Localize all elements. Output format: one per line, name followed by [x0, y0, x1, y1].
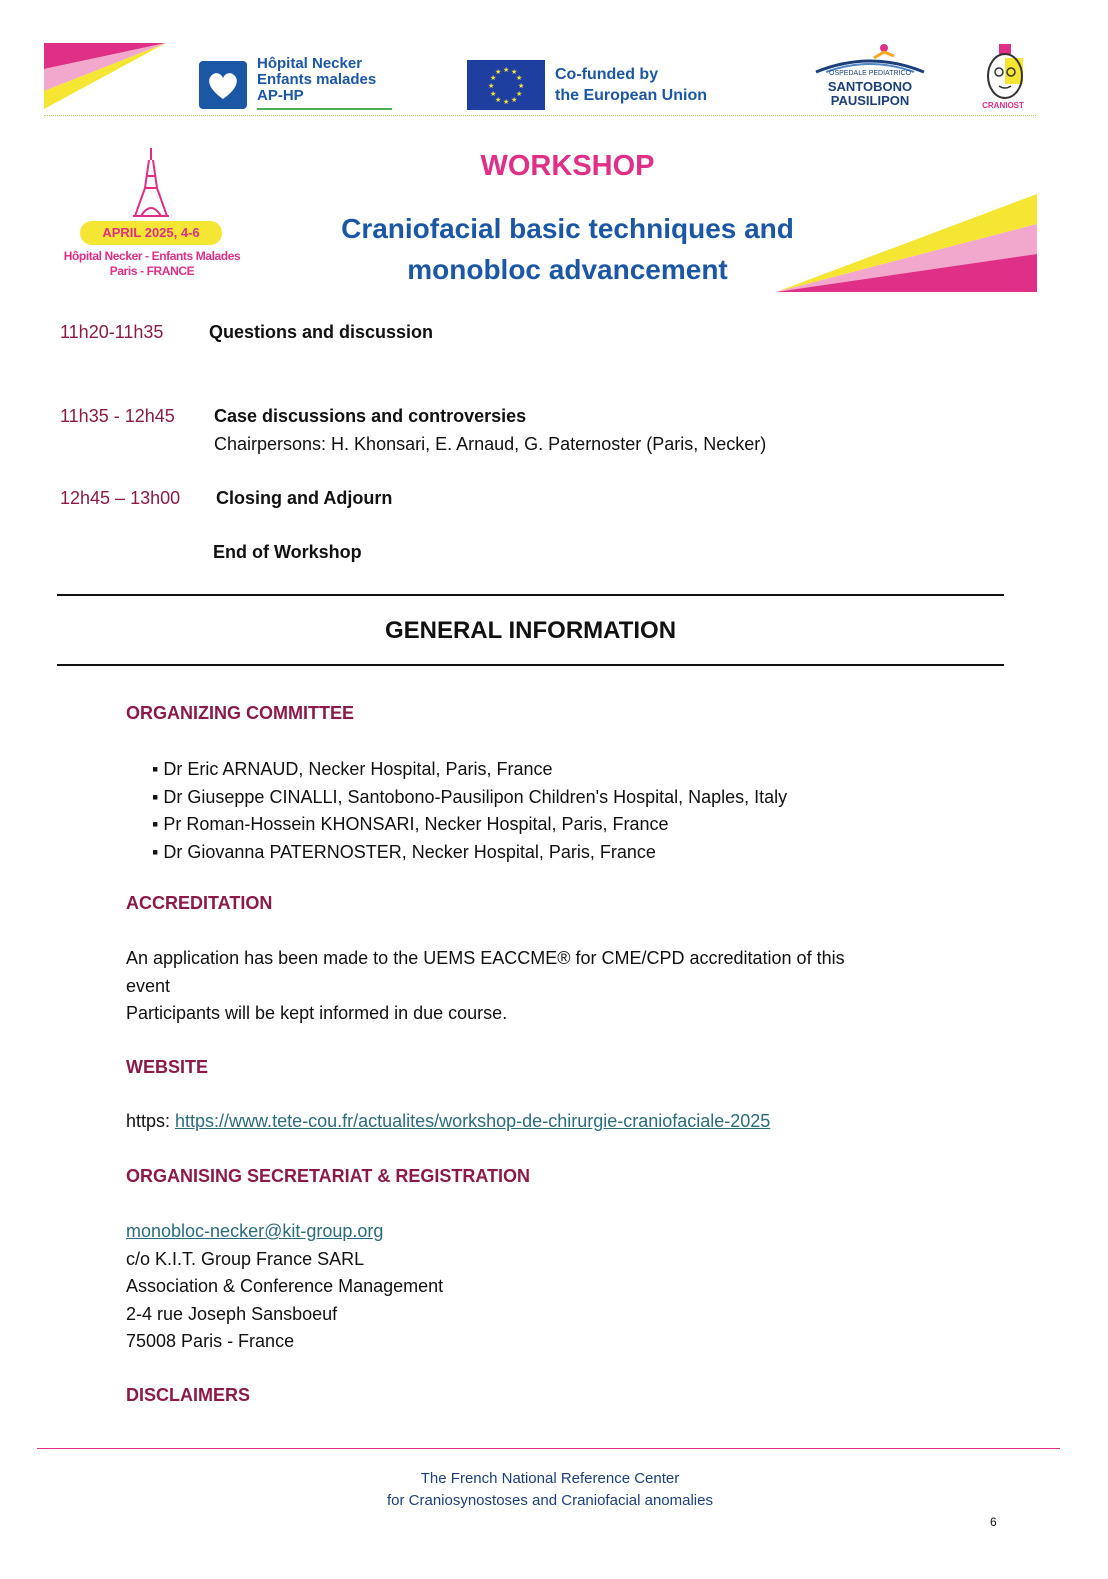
workshop-title: WORKSHOP	[480, 150, 655, 182]
footer-text: The French National Reference Center for Craniosynostoses and Craniofacial anomalies	[386, 1470, 713, 1509]
accreditation-text: An application has been made to the UEMS EACCME® for CME/CPD accreditation of this event Participants will be kept informed in due course.	[126, 948, 845, 1023]
disclaimers-heading: DISCLAIMERS	[126, 1385, 251, 1405]
necker-logo-icon	[199, 61, 247, 109]
website-prefix: https:	[126, 1111, 176, 1131]
event-date-badge: APRIL 2025, 4-6	[80, 221, 222, 245]
program-title-3: Closing and Adjourn	[216, 488, 393, 508]
craniost-face-icon	[983, 44, 1029, 102]
secretariat-heading: ORGANISING SECRETARIAT & REGISTRATION	[126, 1166, 531, 1186]
necker-logo-text: Hôpital Necker Enfants malades AP-HP	[257, 55, 377, 104]
header-divider	[44, 115, 1036, 116]
website-heading: WEBSITE	[126, 1057, 209, 1077]
svg-text:★: ★	[511, 68, 518, 76]
svg-text:★: ★	[518, 82, 525, 90]
svg-text:★: ★	[503, 98, 510, 106]
program-time-1: 11h20-11h35	[60, 322, 164, 342]
secretariat-details: monobloc-necker@kit-group.org c/o K.I.T. Group France SARL Association & Conference Management 2-4 rue Joseph Sansboeuf 75008 Paris - France	[126, 1218, 443, 1356]
committee-member: ▪ Dr Giuseppe CINALLI, Santobono-Pausilipon Children's Hospital, Naples, Italy	[152, 784, 787, 812]
accreditation-heading: ACCREDITATION	[126, 893, 273, 913]
necker-logo-underline	[257, 108, 392, 110]
committee-list	[152, 756, 787, 866]
svg-text:★: ★	[495, 68, 502, 76]
svg-text:★: ★	[516, 74, 523, 82]
svg-text:★: ★	[511, 96, 518, 104]
svg-text:★: ★	[490, 90, 497, 98]
section-rule-top	[57, 594, 1004, 596]
svg-text:★: ★	[490, 74, 497, 82]
website-link[interactable]: https://www.tete-cou.fr/actualites/workshop-de-chirurgie-craniofaciale-2025	[175, 1111, 771, 1131]
committee-member: ▪ Pr Roman-Hossein KHONSARI, Necker Hospital, Paris, France	[152, 811, 787, 839]
general-information-heading: GENERAL INFORMATION	[384, 617, 677, 644]
svg-text:★: ★	[516, 90, 523, 98]
secretariat-email-link[interactable]: monobloc-necker@kit-group.org	[126, 1221, 384, 1241]
title-right-decoration	[776, 194, 1037, 292]
footer-rule	[37, 1448, 1060, 1449]
committee-member: ▪ Dr Eric ARNAUD, Necker Hospital, Paris, France	[152, 756, 787, 784]
eu-cofunded-text: Co-funded by the European Union	[555, 66, 707, 104]
program-title-4: End of Workshop	[213, 542, 362, 562]
eiffel-tower-icon	[131, 148, 171, 218]
svg-text:★: ★	[495, 96, 502, 104]
committee-member: ▪ Dr Giovanna PATERNOSTER, Necker Hospital, Paris, France	[152, 839, 787, 867]
santobono-logo-text: SANTOBONO PAUSILIPON	[827, 79, 913, 108]
program-title-2: Case discussions and controversies	[214, 406, 527, 426]
santobono-small-text: OSPEDALE PEDIATRICO	[829, 70, 911, 77]
event-place: Hôpital Necker - Enfants Malades Paris - FRANCE	[63, 249, 241, 278]
svg-text:★: ★	[503, 66, 510, 74]
section-rule-bottom	[57, 664, 1004, 666]
top-left-decoration	[44, 43, 166, 109]
program-detail-2: Chairpersons: H. Khonsari, E. Arnaud, G. Paternoster (Paris, Necker)	[214, 434, 767, 454]
organizing-committee-heading: ORGANIZING COMMITTEE	[126, 703, 354, 723]
svg-text:★: ★	[488, 82, 495, 90]
program-time-3: 12h45 – 13h00	[60, 488, 181, 508]
eu-flag-icon	[467, 60, 545, 110]
craniost-logo-text: CRANIOST	[982, 101, 1024, 110]
page-number: 6	[990, 1515, 997, 1529]
workshop-subtitle: Craniofacial basic techniques and monobloc advancement	[341, 213, 794, 285]
website-line	[126, 1108, 770, 1136]
program-title-1: Questions and discussion	[209, 322, 434, 342]
program-time-2: 11h35 - 12h45	[60, 406, 175, 426]
